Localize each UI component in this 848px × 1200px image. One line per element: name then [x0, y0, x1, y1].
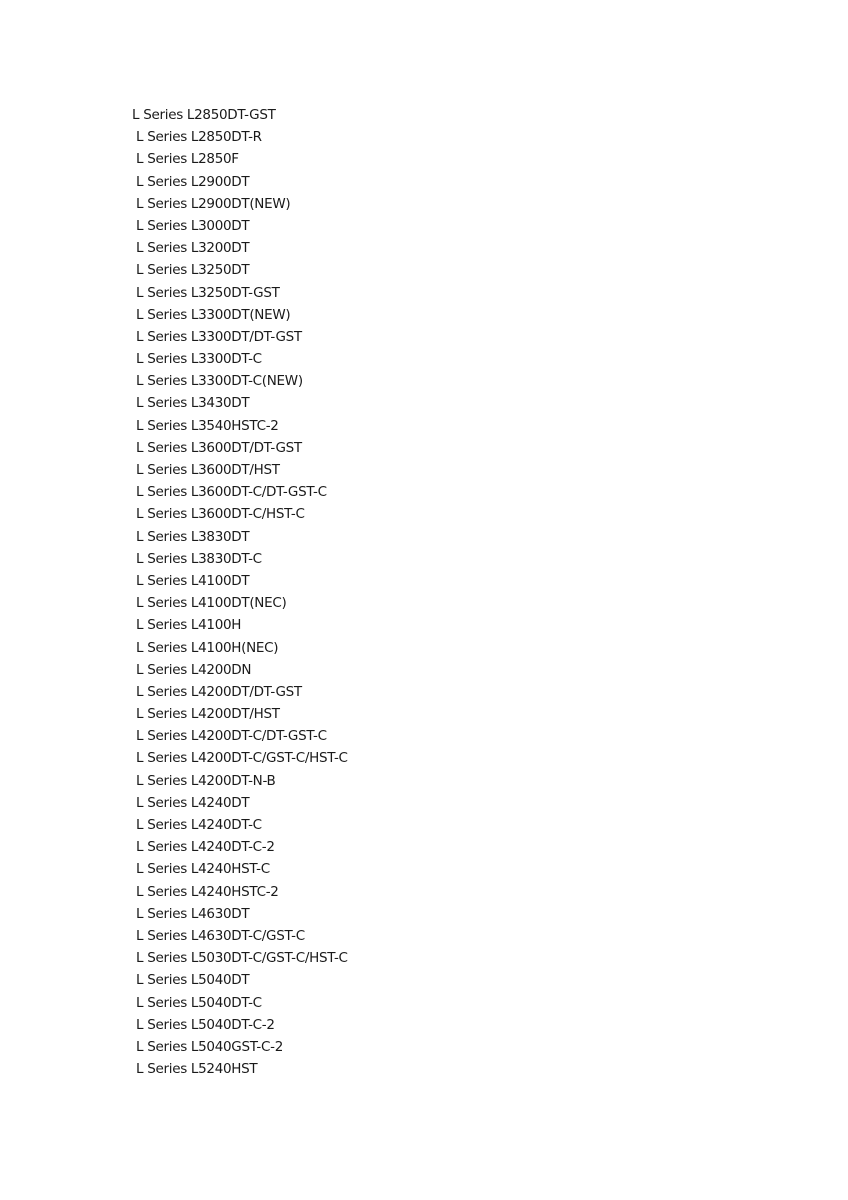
model-list-item: L Series L3300DT(NEW) [136, 306, 291, 323]
model-list-item: L Series L5040GST-C-2 [136, 1038, 283, 1055]
model-list-item: L Series L3250DT-GST [136, 284, 280, 301]
model-list-item: L Series L4240HSTC-2 [136, 883, 279, 900]
model-list-item: L Series L4100DT(NEC) [136, 595, 287, 612]
model-list-item: L Series L4100DT [136, 572, 250, 589]
model-list-item: L Series L3300DT/DT-GST [136, 328, 302, 345]
model-list-item: L Series L4240DT-C-2 [136, 839, 275, 856]
model-list-item: L Series L4630DT [136, 905, 250, 922]
model-list-item: L Series L3830DT [136, 528, 250, 545]
model-list-item: L Series L2850DT-R [136, 129, 262, 146]
model-list-item: L Series L5030DT-C/GST-C/HST-C [136, 950, 348, 967]
model-list-item: L Series L3830DT-C [136, 550, 262, 567]
model-list-item: L Series L3200DT [136, 240, 250, 257]
model-list-item: L Series L3600DT/HST [136, 462, 280, 478]
model-list-item: L Series L4200DT-C/DT-GST-C [136, 728, 327, 745]
model-list-item: L Series L3300DT-C [136, 351, 262, 368]
model-list-item: L Series L4200DT/DT-GST [136, 683, 302, 700]
model-list-item: L Series L2850F [136, 151, 239, 168]
model-list-item: L Series L4100H(NEC) [136, 639, 279, 656]
model-list-item: L Series L3250DT [136, 262, 250, 279]
model-list-item: L Series L4240HST-C [136, 861, 270, 878]
model-list [132, 104, 348, 1080]
model-list-item: L Series L4200DN [136, 661, 252, 678]
model-list-item: L Series L5040DT-C-2 [136, 1016, 275, 1033]
model-list-item: L Series L2850DT-GST [132, 107, 276, 123]
model-list-item: L Series L2900DT(NEW) [136, 195, 291, 212]
model-list-item: L Series L3000DT [136, 217, 250, 234]
model-list-item: L Series L4100H [136, 617, 242, 634]
model-list-item: L Series L3430DT [136, 395, 250, 412]
model-list-item: L Series L4200DT-N-B [136, 772, 276, 789]
model-list-item: L Series L3540HSTC-2 [136, 417, 279, 434]
model-list-item: L Series L3600DT-C/DT-GST-C [136, 484, 327, 501]
model-list-item: L Series L4200DT-C/GST-C/HST-C [136, 750, 348, 767]
model-list-item: L Series L4240DT [136, 794, 250, 811]
model-list-item: L Series L2900DT [136, 173, 250, 190]
model-list-item: L Series L5040DT [136, 972, 250, 989]
model-list-item: L Series L3300DT-C(NEW) [136, 373, 303, 390]
model-list-item: L Series L5240HST [136, 1061, 258, 1078]
model-list-item: L Series L3600DT-C/HST-C [136, 506, 305, 523]
model-list-item: L Series L4200DT/HST [136, 706, 280, 723]
model-list-item: L Series L5040DT-C [136, 994, 262, 1011]
model-list-item: L Series L4240DT-C [136, 817, 262, 833]
model-list-item: L Series L4630DT-C/GST-C [136, 927, 305, 944]
model-list-item: L Series L3600DT/DT-GST [136, 439, 302, 456]
